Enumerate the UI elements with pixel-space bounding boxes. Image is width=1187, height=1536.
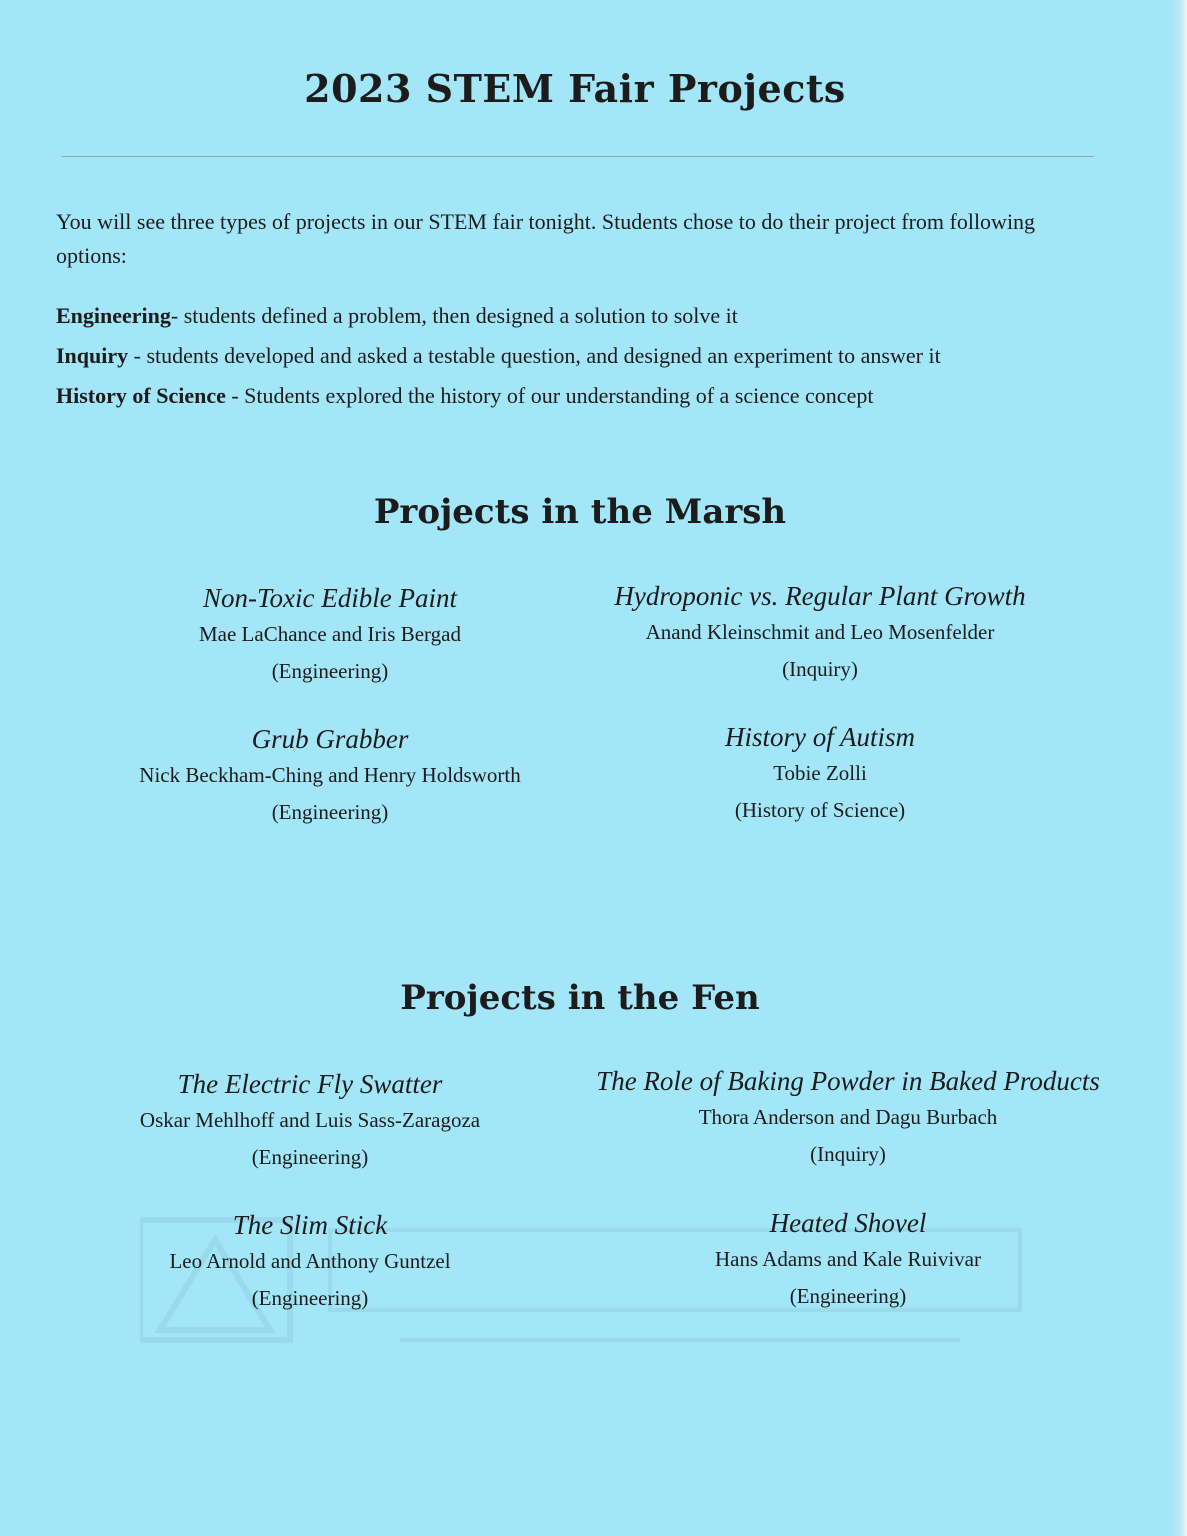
- project-students: Leo Arnold and Anthony Guntzel: [169, 1249, 451, 1273]
- type-engineering: [56, 296, 1136, 336]
- project-title: The Electric Fly Swatter: [177, 1069, 443, 1099]
- project-card: [618, 1205, 1078, 1315]
- project-title: The Role of Baking Powder in Baked Products: [596, 1066, 1100, 1096]
- project-card: [90, 1066, 530, 1176]
- project-category: (Engineering): [789, 1284, 907, 1308]
- project-students: Anand Kleinschmit and Leo Mosenfelder: [645, 620, 995, 644]
- intro-paragraph: You will see three types of projects in our STEM fair tonight. Students chose to do their project from following options:: [56, 209, 1036, 268]
- fen-heading: Projects in the Fen: [400, 978, 760, 1018]
- project-students: Hans Adams and Kale Ruivivar: [715, 1247, 981, 1271]
- project-title: Grub Grabber: [251, 724, 409, 754]
- project-card: [570, 719, 1070, 829]
- type-description: - students defined a problem, then designed a solution to solve it: [170, 303, 738, 328]
- project-category: (Engineering): [271, 800, 389, 824]
- project-card: [90, 1207, 530, 1317]
- type-description: - students developed and asked a testable question, and designed an experiment to answer it: [128, 343, 941, 368]
- project-title: Heated Shovel: [769, 1208, 927, 1238]
- type-description: - Students explored the history of our understanding of a science concept: [225, 383, 874, 408]
- project-card: [110, 721, 550, 831]
- project-category: (Engineering): [251, 1145, 369, 1169]
- project-students: Tobie Zolli: [773, 761, 867, 785]
- project-students: Oskar Mehlhoff and Luis Sass-Zaragoza: [139, 1108, 481, 1132]
- type-name: Inquiry: [56, 343, 129, 368]
- type-history-of-science: [56, 376, 1136, 416]
- project-category: (Inquiry): [782, 657, 858, 681]
- project-students: Nick Beckham-Ching and Henry Holdsworth: [139, 763, 521, 787]
- project-card: [110, 580, 550, 690]
- project-card: [570, 578, 1070, 688]
- project-types-list: [56, 296, 1136, 416]
- title-divider: [62, 156, 1094, 157]
- type-inquiry: [56, 336, 1136, 376]
- marsh-heading: Projects in the Marsh: [373, 492, 787, 532]
- type-name: History of Science: [56, 383, 226, 408]
- paper-edge: [1171, 0, 1187, 1536]
- project-category: (Engineering): [251, 1286, 369, 1310]
- page-title: 2023 STEM Fair Projects: [304, 66, 846, 111]
- project-students: Mae LaChance and Iris Bergad: [198, 622, 461, 646]
- project-category: (Inquiry): [810, 1142, 886, 1166]
- project-title: Non-Toxic Edible Paint: [203, 583, 457, 613]
- project-title: History of Autism: [724, 722, 915, 752]
- project-students: Thora Anderson and Dagu Burbach: [698, 1105, 998, 1129]
- project-title: The Slim Stick: [232, 1210, 388, 1240]
- project-category: (History of Science): [734, 798, 906, 822]
- project-title: Hydroponic vs. Regular Plant Growth: [614, 581, 1026, 611]
- project-card: [568, 1063, 1128, 1173]
- project-category: (Engineering): [271, 659, 389, 683]
- type-name: Engineering: [56, 303, 171, 328]
